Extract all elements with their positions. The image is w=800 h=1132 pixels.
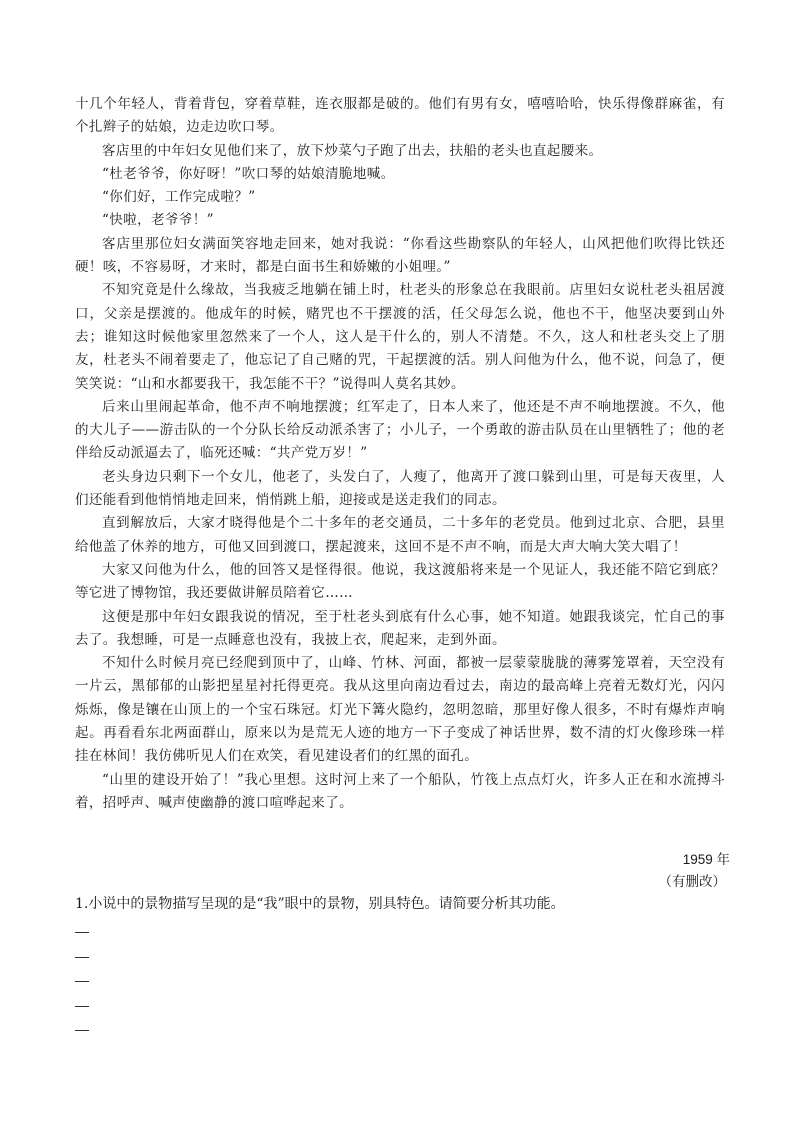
publication-year: 1959 年 [682,852,730,867]
paragraph-4: “你们好，工作完成啦？” [102,189,256,206]
paragraph-9: 老头身边只剩下一个女儿，他老了，头发白了，人瘦了，他离开了渡口躲到山里，可是每天夜里，人们还能看到他悄悄地走回来，悄悄跳上船，迎接或是送走我们的同志。 [75,468,725,509]
abridged-note: （有删改） [658,874,726,890]
paragraph-10: 直到解放后，大家才晓得他是个二十多年的老交通员，二十多年的老党员。他到过北京、合肥，县里给他盖了休养的地方，可他又回到渡口，摆起渡来，这回不是不声不响，而是大声大响大笑大唱了！ [75,515,725,555]
paragraph-12: 这便是那中年妇女跟我说的情况，至于杜老头到底有什么心事，她不知道。她跟我谈完，忙自己的事去了。我想睡，可是一点睡意也没有，我披上衣，爬起来，走到外面。 [75,608,725,648]
answer-line[interactable] [75,932,89,933]
paragraph-7: 不知究竟是什么缘故，当我疲乏地躺在铺上时，杜老头的形象总在我眼前。店里妇女说杜老头祖居渡口，父亲是摆渡的。他成年的时候，赌咒也不干摆渡的活，任父母怎么说，他也不干，他坚决要到山外去；谁知这时候他家里忽然来了一个人，这人是干什么的，别人不清楚。不久，这人和杜老头交上了朋友，杜老头不闹着要走了，他忘记了自己赌的咒，干起摆渡的活。别人问他为什么，他不说，问急了，便笑笑说：“山和水都要我干，我怎能不干？”说得叫人莫名其妙。 [75,282,725,392]
paragraph-5: “快啦，老爷爷！” [102,212,214,229]
answer-line[interactable] [75,981,89,982]
paragraph-6: 客店里那位妇女满面笑容地走回来，她对我说：“你看这些勘察队的年轻人，山风把他们吹得比铁还硬！咳，不容易呀，才来时，都是白面书生和娇嫩的小姐哩。” [75,235,725,276]
answer-line[interactable] [75,1006,89,1007]
question-1: 1.小说中的景物描写呈现的是“我”眼中的景物，别具特色。请简要分析其功能。 [75,896,565,912]
paragraph-1: 十几个年轻人，背着背包，穿着草鞋，连衣服都是破的。他们有男有女，嘻嘻哈哈，快乐得像群麻雀，有个扎辫子的姑娘，边走边吹口琴。 [75,96,725,136]
paragraph-14: “山里的建设开始了！”我心里想。这时河上来了一个船队，竹筏上点点灯火，许多人正在和水流搏斗着，招呼声、喊声使幽静的渡口喧哗起来了。 [75,771,725,811]
paragraph-3: “杜老爷爷，你好呀！”吹口琴的姑娘清脆地喊。 [102,165,395,182]
answer-line[interactable] [75,957,89,958]
paragraph-11: 大家又问他为什么，他的回答又是怪得很。他说，我这渡船将来是一个见证人，我还能不陪它到底？等它进了博物馆，我还要做讲解员陪着它…… [75,561,725,602]
paragraph-2: 客店里的中年妇女见他们来了，放下炒菜勺子跑了出去，扶船的老头也直起腰来。 [102,142,603,159]
answer-area[interactable] [75,932,89,1055]
story-text [75,93,725,815]
paragraph-13: 不知什么时候月亮已经爬到顶中了，山峰、竹林、河面，都被一层蒙蒙胧胧的薄雾笼罩着，天空没有一片云，黑郁郁的山影把星星衬托得更亮。我从这里向南边看过去，南边的最高峰上亮着无数灯光，闪闪烁烁，像是镶在山顶上的一个宝石珠冠。灯光下篝火隐约，忽明忽暗，那里好像人很多，不时有爆炸声响起。再看看东北两面群山，原来以为是荒无人迹的地方一下子变成了神话世界，数不清的灯火像珍珠一样挂在林间！我仿佛听见人们在欢笑，看见建设者们的红黑的面孔。 [75,655,725,765]
paragraph-8: 后来山里闹起革命，他不声不响地摆渡；红军走了，日本人来了，他还是不声不响地摆渡。不久，他的大儿子——游击队的一个分队长给反动派杀害了；小儿子，一个勇敢的游击队员在山里牺牲了；他的老伴给反动派逼去了，临死还喊：“共产党万岁！” [75,398,725,462]
answer-line[interactable] [75,1030,89,1031]
